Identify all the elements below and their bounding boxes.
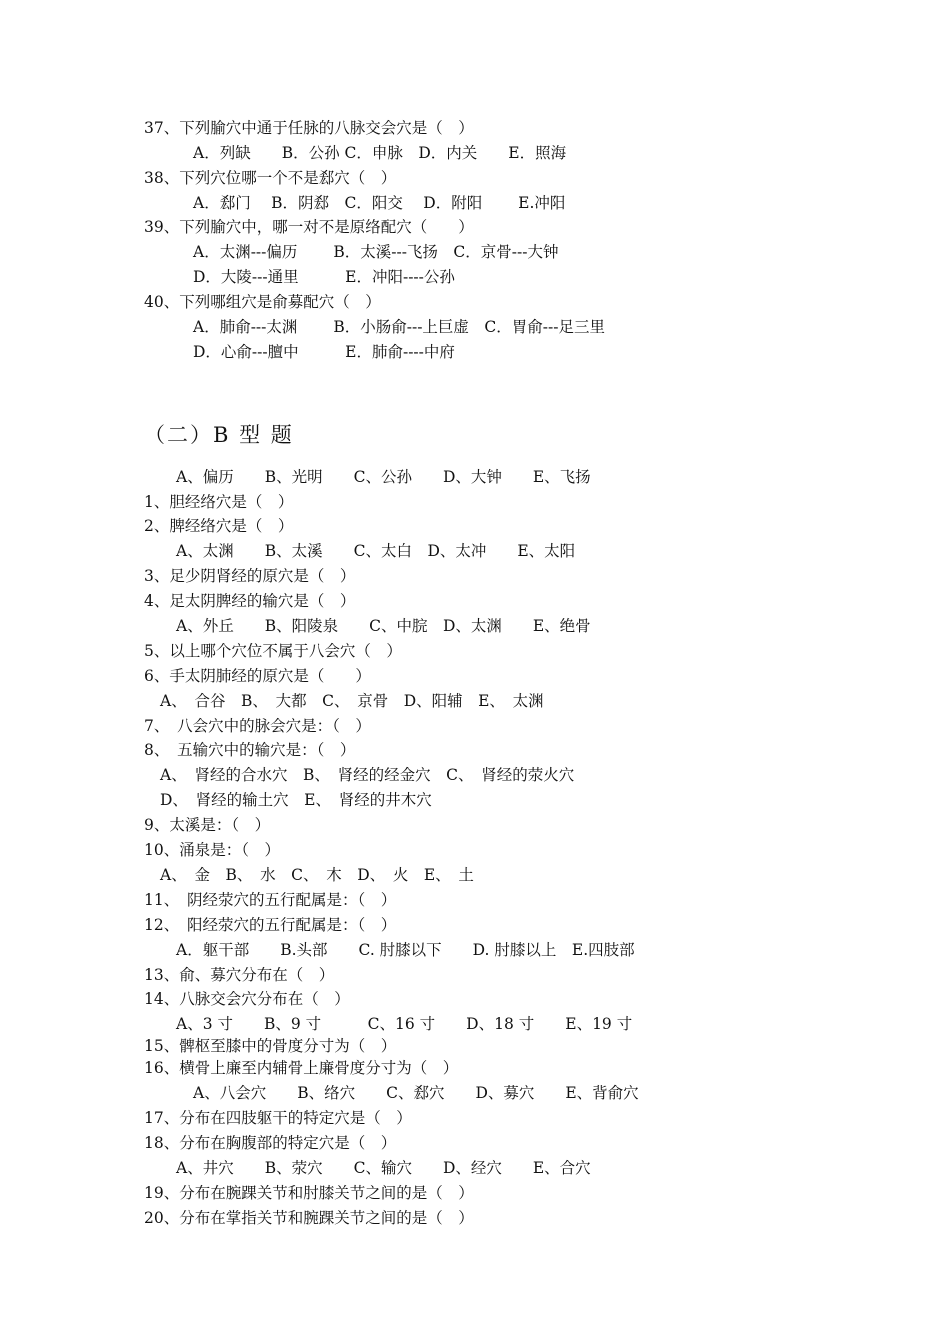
option-line: A、外丘 B、阳陵泉 C、中脘 D、太渊 E、绝骨	[176, 617, 591, 635]
question-line: 14、八脉交会穴分布在（ ）	[144, 990, 350, 1008]
question-39: 39、下列腧穴中，哪一对不是原络配穴（ ）	[144, 218, 474, 236]
question-line: 3、足少阴肾经的原穴是（ ）	[144, 567, 356, 585]
question-39-options-1: A．太渊---偏历 B．太溪---飞扬 C．京骨---大钟	[193, 243, 559, 261]
option-line: A．躯干部 B.头部 C. 肘膝以下 D. 肘膝以上 E.四肢部	[176, 941, 635, 959]
question-line: 16、横骨上廉至内辅骨上廉骨度分寸为（ ）	[144, 1059, 459, 1077]
question-line: 17、分布在四肢躯干的特定穴是（ ）	[144, 1109, 412, 1127]
question-line: 1、胆经络穴是（ ）	[144, 493, 294, 511]
question-line: 13、俞、募穴分布在（ ）	[144, 966, 335, 984]
question-line: 9、太溪是：（ ）	[144, 816, 271, 834]
question-38: 38、下列穴位哪一个不是郄穴（ ）	[144, 169, 397, 187]
option-line: A、太渊 B、太溪 C、太白 D、太冲 E、太阳	[176, 542, 576, 560]
question-40-options-1: A．肺俞---太渊 B．小肠俞---上巨虚 C．胃俞---足三里	[193, 318, 606, 336]
question-line: 6、手太阴肺经的原穴是（ ）	[144, 667, 371, 685]
option-line: A、八会穴 B、络穴 C、郄穴 D、募穴 E、背俞穴	[193, 1084, 639, 1102]
question-line: 8、 五输穴中的输穴是：（ ）	[144, 741, 356, 759]
option-line: A、 金 B、 水 C、 木 D、 火 E、 土	[160, 866, 474, 884]
question-line: 2、脾经络穴是（ ）	[144, 517, 294, 535]
question-39-options-2: D．大陵---通里 E．冲阳----公孙	[193, 268, 455, 286]
question-line: 7、 八会穴中的脉会穴是：（ ）	[144, 717, 371, 735]
option-line: A、 肾经的合水穴 B、 肾经的经金穴 C、 肾经的荥火穴	[160, 766, 575, 784]
option-line: D、 肾经的输土穴 E、 肾经的井木穴	[160, 791, 432, 809]
question-40: 40、下列哪组穴是俞募配穴（ ）	[144, 293, 381, 311]
question-line: 19、分布在腕踝关节和肘膝关节之间的是（ ）	[144, 1184, 474, 1202]
question-40-options-2: D．心俞---膻中 E．肺俞----中府	[193, 343, 455, 361]
option-line: A、偏历 B、光明 C、公孙 D、大钟 E、飞扬	[176, 468, 591, 486]
question-line: 12、 阳经荥穴的五行配属是：（ ）	[144, 916, 397, 934]
option-line: A、3 寸 B、9 寸 C、16 寸 D、18 寸 E、19 寸	[176, 1015, 633, 1033]
question-line: 10、涌泉是：（ ）	[144, 841, 280, 859]
question-line: 20、分布在掌指关节和腕踝关节之间的是（ ）	[144, 1209, 474, 1227]
question-line: 15、髀枢至膝中的骨度分寸为（ ）	[144, 1037, 397, 1055]
question-line: 5、以上哪个穴位不属于八会穴（ ）	[144, 642, 402, 660]
question-37: 37、下列腧穴中通于任脉的八脉交会穴是（ ）	[144, 119, 474, 137]
question-line: 11、 阴经荥穴的五行配属是：（ ）	[144, 891, 397, 909]
option-line: A、井穴 B、荥穴 C、输穴 D、经穴 E、合穴	[176, 1159, 591, 1177]
question-line: 18、分布在胸腹部的特定穴是（ ）	[144, 1134, 397, 1152]
question-37-options: A．列缺 B．公孙 C．申脉 D．内关 E．照海	[193, 144, 567, 162]
section-b-title: （二）B 型 题	[144, 423, 294, 447]
question-line: 4、足太阴脾经的输穴是（ ）	[144, 592, 356, 610]
option-line: A、 合谷 B、 大都 C、 京骨 D、阳辅 E、 太渊	[160, 692, 544, 710]
question-38-options: A．郄门 B．阴郄 C．阳交 D．附阳 E.冲阳	[193, 194, 566, 212]
